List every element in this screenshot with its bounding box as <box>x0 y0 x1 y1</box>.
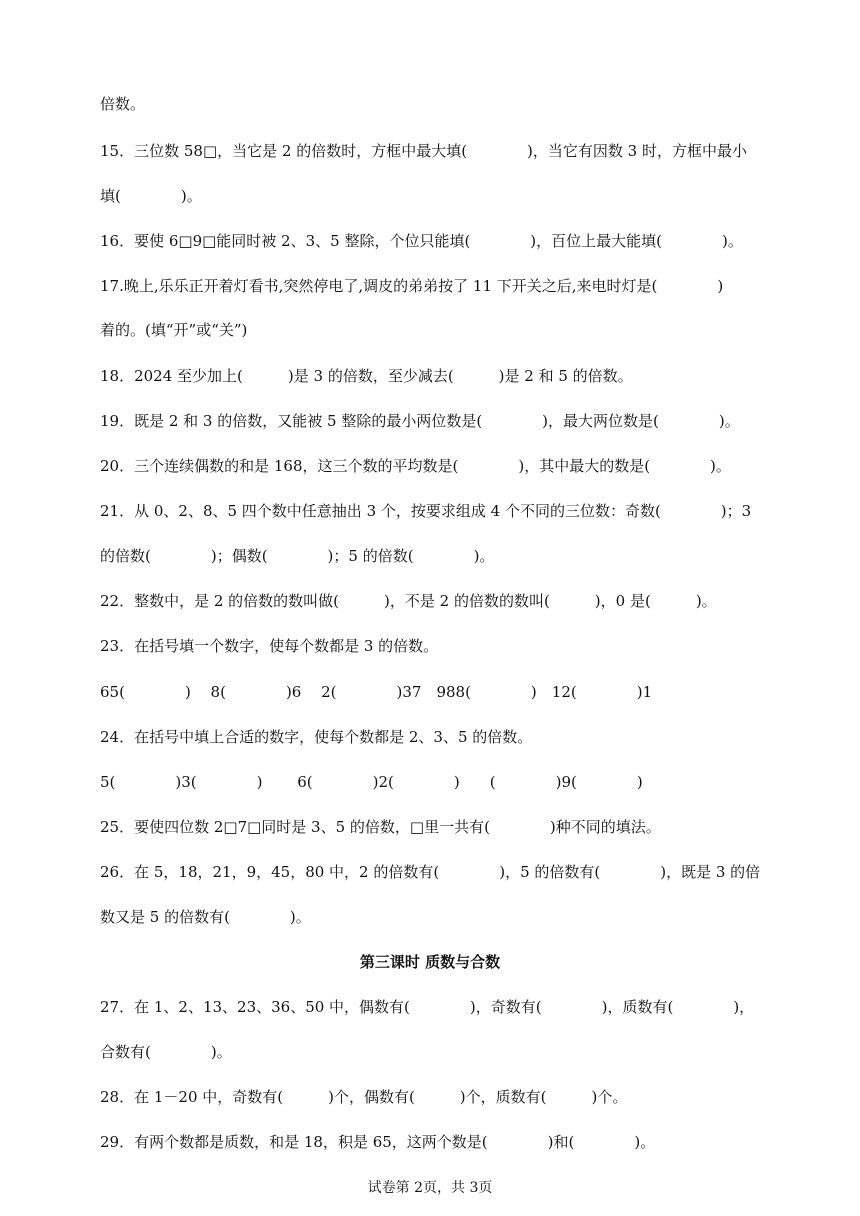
question-26-line-1: 26．在 5，18，21，9，45，80 中，2 的倍数有( )，5 的倍数有( )，既是 3 的倍 <box>100 863 761 881</box>
text-line-continuation: 倍数。 <box>100 95 146 113</box>
question-22: 22．整数中，是 2 的倍数的数叫做( )，不是 2 的倍数的数叫( )，0 是( )。 <box>100 592 717 610</box>
section-heading: 第三课时 质数与合数 <box>359 953 501 971</box>
question-19: 19．既是 2 和 3 的倍数，又能被 5 整除的最小两位数是( )，最大两位数是( )。 <box>100 412 740 430</box>
question-24-blanks: 5( )3( ) 6( )2( ) ( )9( ) <box>100 773 643 791</box>
question-17-line-1: 17.晚上,乐乐正开着灯看书,突然停电了,调皮的弟弟按了 11 下开关之后,来电时灯是( ) <box>100 277 724 295</box>
question-28: 28．在 1－20 中，奇数有( )个，偶数有( )个，质数有( )个。 <box>100 1088 628 1106</box>
question-16: 16．要使 6□9□能同时被 2、3、5 整除，个位只能填( )，百位上最大能填( )。 <box>100 232 743 250</box>
question-25: 25．要使四位数 2□7□同时是 3、5 的倍数，□里一共有( )种不同的填法。 <box>100 818 661 836</box>
question-27-line-2: 合数有( )。 <box>100 1043 232 1061</box>
question-26-line-2: 数又是 5 的倍数有( )。 <box>100 908 311 926</box>
page-footer: 试卷第 2页，共 3页 <box>367 1180 493 1196</box>
question-24: 24．在括号中填上合适的数字，使每个数都是 2、3、5 的倍数。 <box>100 728 533 746</box>
question-15-line-2: 填( )。 <box>100 187 202 205</box>
question-21-line-1: 21．从 0、2、8、5 四个数中任意抽出 3 个，按要求组成 4 个不同的三位数：奇数( )；3 <box>100 502 752 520</box>
question-23: 23．在括号填一个数字，使每个数都是 3 的倍数。 <box>100 637 439 655</box>
question-20: 20．三个连续偶数的和是 168，这三个数的平均数是( )，其中最大的数是( )。 <box>100 457 731 475</box>
question-29: 29．有两个数都是质数，和是 18，积是 65，这两个数是( )和( )。 <box>100 1133 656 1151</box>
question-15-line-1: 15．三位数 58□，当它是 2 的倍数时，方框中最大填( )，当它有因数 3 时，方框中最小 <box>100 142 747 160</box>
question-23-blanks: 65( ) 8( )6 2( )37 988( ) 12( )1 <box>100 683 653 701</box>
question-18: 18．2024 至少加上( )是 3 的倍数，至少减去( )是 2 和 5 的倍数。 <box>100 367 633 385</box>
question-27-line-1: 27．在 1、2、13、23、36、50 中，偶数有( )，奇数有( )，质数有( )， <box>100 998 755 1016</box>
question-17-line-2: 着的。(填“开”或“关”) <box>100 321 248 339</box>
question-21-line-2: 的倍数( )；偶数( )；5 的倍数( )。 <box>100 547 495 565</box>
